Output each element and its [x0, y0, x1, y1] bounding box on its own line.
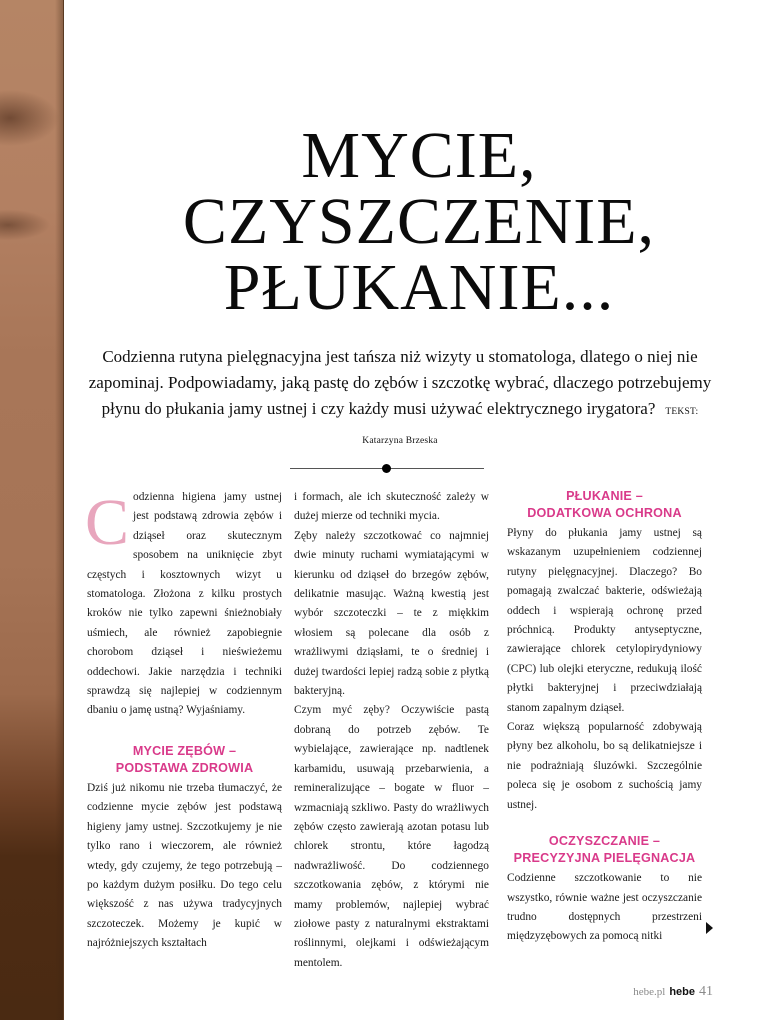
divider-dot-icon — [382, 464, 391, 473]
body-paragraph: Płyny do płukania jamy ustnej są wskazanym uzupełnieniem codziennej rutyny pielęgnacyjnej. Dlaczego? Bo pomagają zwalczać bakterie, odświeżają oddech i wspierają ochronę przed próchnicą. Produkty antyseptyczne, zawierające chlorek cetylopirydyniowy (CPC) lub olejki eteryczne, redukują ilość płytki bakteryjnej i przeciwdziałają stanom zapalnym dziąseł. — [507, 527, 702, 714]
subheading-plukanie — [507, 488, 702, 522]
author-credit: TEKST: Katarzyna Brzeska — [362, 407, 699, 446]
drop-cap: C — [85, 486, 130, 559]
subheading-oczyszczanie — [507, 833, 702, 867]
subheading-line: DODATKOWA OCHRONA — [527, 506, 682, 520]
subheading-line: OCZYSZCZANIE – — [548, 834, 661, 849]
subheading-line: PODSTAWA ZDROWIA — [115, 760, 254, 775]
continue-triangle-right-icon — [706, 922, 713, 934]
body-paragraph: Dziś już nikomu nie trzeba tłumaczyć, że codzienne mycie zębów jest podstawą higieny jamy ustnej. Szczotkujemy je nie tylko rano i wieczorem, ale również wtedy, gdy czujemy, że tego potrzebują – po każdym dużym posiłku. Do tego celu większość z nas używa tradycyjnych szczoteczek. Możemy je kupić w najróżniejszych kształtach — [87, 781, 282, 950]
body-paragraph: Czym myć zęby? Oczywiście pastą dobraną do potrzeb zębów. Te wybielające, zawierające np. nadtlenek karbamidu, usuwają przebarwienia, a remineralizujące – bogate w fluor – wzmacniają szkliwo. Pasty do wrażliwych zębów często zawierają azotan potasu lub chlorek strontu, które łagodzą nadwrażliwość. Do codziennego szczotkowania zębów, z którymi nie mamy problemów, najlepiej wybrać ziołowe pasty z naturalnymi ekstraktami roślinnymi, olejkami i odświeżającym mentolem. — [294, 704, 489, 969]
article-column-2 — [294, 488, 489, 973]
title-line-1: MYCIE, — [301, 119, 537, 192]
title-line-3: PŁUKANIE... — [223, 251, 615, 324]
article-title — [63, 119, 775, 324]
subheading-line: MYCIE ZĘBÓW – — [132, 743, 237, 758]
body-paragraph: Zęby należy szczotkować co najmniej dwie minuty ruchami wymiatającymi w kierunku od dziąseł do brzegów zębów, delikatnie masując. Ważną kwestią jest wybór szczoteczki – te z miękkim włosiem są polecane dla osób z wrażliwymi dziąsłami, te o średniej i dużej twardości lepiej radzą sobie z płytką bakteryjną. — [294, 529, 489, 698]
title-line-2: CZYSZCZENIE, — [182, 185, 656, 258]
article-column-1 — [87, 488, 282, 954]
article-lead — [80, 344, 720, 454]
article-column-3 — [507, 488, 702, 947]
intro-paragraph — [87, 488, 282, 721]
body-paragraph: Codzienne szczotkowanie to nie wszystko, równie ważne jest oczyszczanie trudno dostępnych przestrzeni międzyzębowych za pomocą nitki — [507, 872, 702, 943]
intro-text: odzienna higiena jamy ustnej jest podstawą zdrowia zębów i dziąseł oraz skutecznym sposobem na uniknięcie zbyt częstych i kosztownych wizyt u stomatologa. Złożona z kilku prostych kroków nie tylko zapewni śnieżnobiały uśmiech, ale również zapobiegnie chorobom dziąseł i nieświeżemu oddechowi. Jakie narzędzia i techniki sprawdzą się najlepiej w codziennym dbaniu o jamę ustną? Wyjaśniamy. — [87, 491, 282, 717]
lead-text: Codzienna rutyna pielęgnacyjna jest tańsza niż wizyty u stomatologa, dlatego o niej nie zapominaj. Podpowiadamy, jaką pastę do zębów i szczotkę wybrać, dlaczego potrzebujemy płynu do płukania jamy ustnej i czy każdy musi używać elektrycznego irygatora? — [88, 347, 712, 418]
page-number: 41 — [699, 984, 713, 999]
footer-brand-logo: hebe — [669, 986, 695, 998]
subheading-mycie-zebow — [87, 743, 282, 777]
subheading-line: PRECYZYJNA PIELĘGNACJA — [513, 851, 696, 866]
footer-site: hebe.pl — [633, 986, 666, 998]
page-footer — [633, 984, 713, 1000]
cover-photo-strip — [0, 0, 64, 1020]
body-paragraph: Coraz większą popularność zdobywają płyny bez alkoholu, bo są delikatniejsze i nie podrażniają śluzówki. Szczególnie poleca się je osobom z suchością jamy ustnej. — [507, 721, 702, 811]
body-paragraph: i formach, ale ich skuteczność zależy w dużej mierze od techniki mycia. — [294, 491, 489, 523]
subheading-line: PŁUKANIE – — [566, 489, 643, 503]
